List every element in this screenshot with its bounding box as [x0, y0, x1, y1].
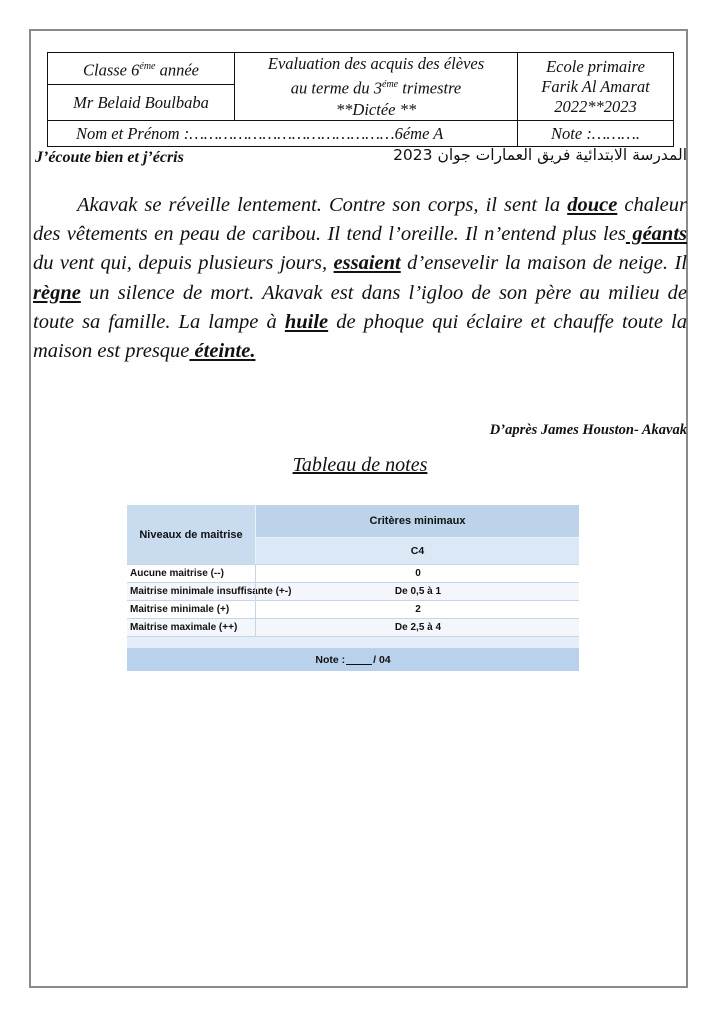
table-row: Aucune maitrise (--) 0 — [127, 564, 579, 582]
header-table — [47, 52, 674, 147]
keyword-geants: géants — [625, 223, 687, 246]
class-cell: Classe $6^{éme}$ année — [48, 53, 235, 85]
note-field: Note :………. — [518, 121, 674, 147]
source-citation: D’après James Houston- Akavak — [489, 422, 687, 438]
keyword-douce: douce — [567, 194, 618, 216]
school-cell: Ecole primaire Farik Al Amarat 2022**2023 — [518, 53, 674, 121]
levels-header: Niveaux de maitrise — [127, 505, 255, 564]
table-spacer — [127, 636, 579, 648]
keyword-eteinte: éteinte — [189, 340, 251, 363]
grades-table — [127, 505, 579, 671]
table-row: Maitrise maximale (++) De 2,5 à 4 — [127, 618, 579, 636]
criterion-c4: C4 — [255, 537, 579, 564]
school-arabic-line: المدرسة الابتدائية فريق العمارات جوان 2023 — [393, 146, 687, 164]
dictation-text: Akavak se réveille lentement. Contre son corps, il sent la douce chaleur des vêtements en peau de caribou. Il tend l’oreille. Il n’entend plus les géants du vent qui, depuis plusieurs jours, essaient d’ensevelir la maison de neige. Il règne un silence de mort. Akavak est dans l’igloo de son père au milieu de toute sa famille. La lampe à huile de phoque qui éclaire et chauffe toute la maison est presque éteinte. — [33, 194, 687, 363]
student-name-field: Nom et Prénom :……………………………………6éme A — [48, 121, 518, 147]
grades-table-title: Tableau de notes — [292, 454, 428, 476]
table-row: Maitrise minimale insuffisante (+-) De 0,5 à 1 — [127, 582, 579, 600]
keyword-regne: règne — [33, 281, 81, 304]
keyword-essaient: essaient — [333, 252, 401, 275]
teacher-name: Mr Belaid Boulbaba — [48, 85, 235, 121]
keyword-huile: huile — [284, 310, 329, 333]
note-row: Note : / 04 — [127, 648, 579, 671]
instruction-heading: J’écoute bien et j’écris — [35, 149, 184, 166]
table-row: Maitrise minimale (+) 2 — [127, 600, 579, 618]
criteria-header: Critères minimaux — [255, 505, 579, 537]
note-blank — [346, 655, 372, 665]
evaluation-title: Evaluation des acquis des élèves au terme du $3^{éme}$ trimestre **Dictée ** — [235, 53, 518, 121]
